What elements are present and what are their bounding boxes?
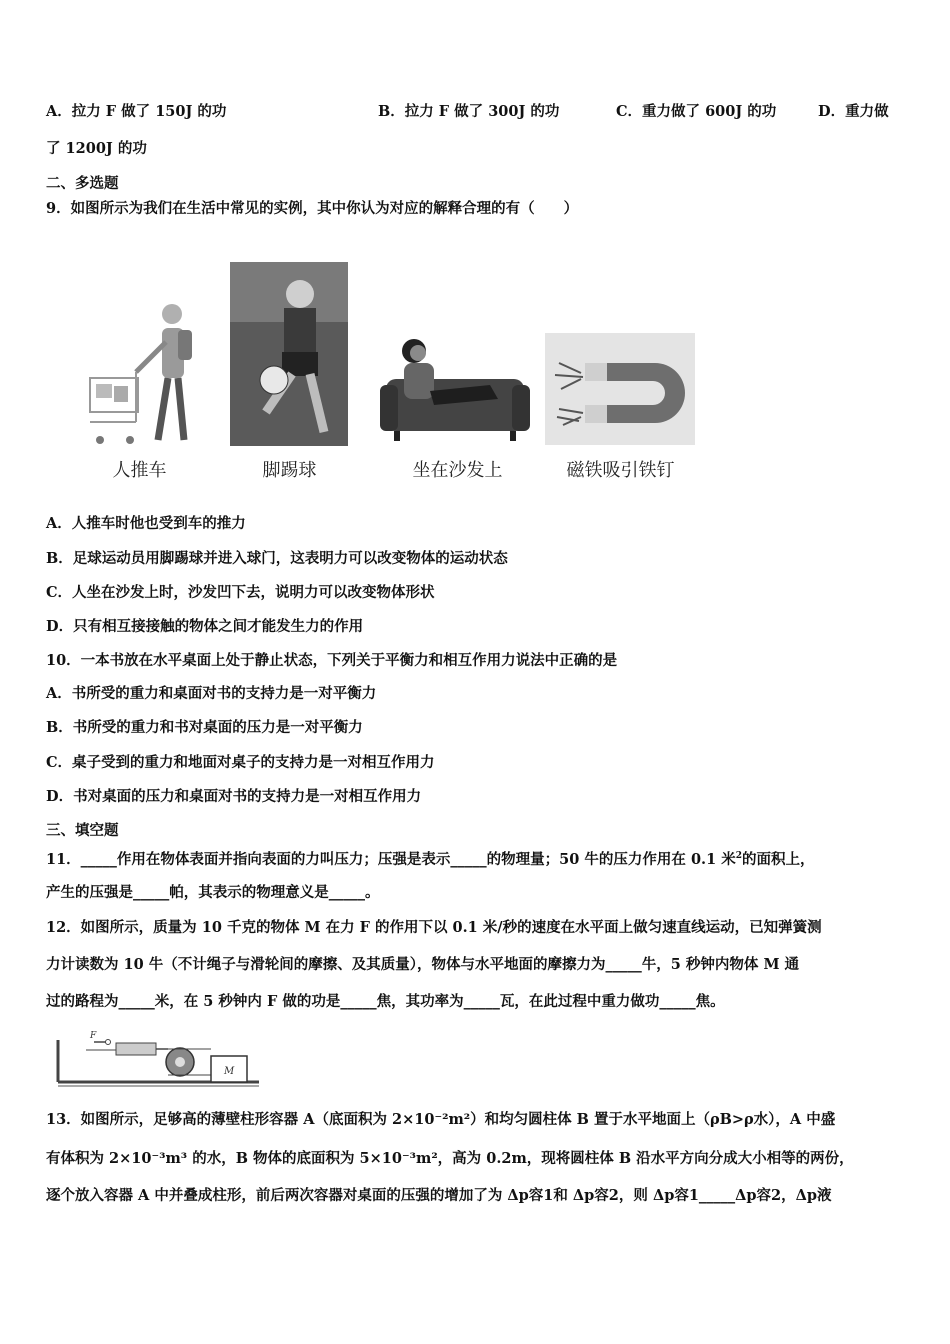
q11-superscript: 2 — [735, 851, 742, 861]
pulley-spring-scale-diagram — [56, 1028, 261, 1088]
person-pushing-cart-illustration — [80, 300, 205, 448]
q10-option-c: C．桌子受到的重力和地面对桌子的支持力是一对相互作用力 — [46, 754, 435, 771]
caption-kick-ball: 脚踢球 — [262, 460, 317, 481]
q8-option-c: C．重力做了 600J 的功 — [616, 103, 777, 120]
boy-kicking-ball-photo — [230, 262, 348, 446]
section2-title: 二、多选题 — [46, 175, 119, 192]
caption-magnet-nails: 磁铁吸引铁钉 — [566, 460, 675, 481]
q10-option-b: B．书所受的重力和书对桌面的压力是一对平衡力 — [46, 719, 363, 736]
q12-line1: 12．如图所示，质量为 10 千克的物体 M 在力 F 的作用下以 0.1 米/秒的速度在水平面上做匀速直线运动，已知弹簧测 — [46, 919, 822, 936]
q10-option-a: A．书所受的重力和桌面对书的支持力是一对平衡力 — [46, 685, 377, 702]
q11-line1 — [46, 846, 815, 870]
woman-on-sofa-illustration — [380, 333, 530, 445]
magnet-attracting-nails-photo — [545, 333, 695, 445]
force-f-label: F — [90, 1031, 97, 1041]
section3-title: 三、填空题 — [46, 822, 119, 839]
q13-line2: 有体积为 2×10⁻³m³ 的水，B 物体的底面积为 5×10⁻³m²，高为 0.2m，现将圆柱体 B 沿水平方向分成大小相等的两份， — [46, 1150, 854, 1167]
caption-push-cart: 人推车 — [112, 460, 167, 481]
q9-option-b: B．足球运动员用脚踢球并进入球门，这表明力可以改变物体的运动状态 — [46, 550, 508, 567]
q8-option-d: D．重力做 — [818, 103, 889, 120]
caption-sit-sofa: 坐在沙发上 — [412, 460, 503, 481]
q8-option-b: B．拉力 F 做了 300J 的功 — [378, 103, 560, 120]
q10-option-d: D．书对桌面的压力和桌面对书的支持力是一对相互作用力 — [46, 788, 422, 805]
q13-line1: 13．如图所示，足够高的薄壁柱形容器 A（底面积为 2×10⁻²m²）和均匀圆柱体 B 置于水平地面上（ρB>ρ水），A 中盛 — [46, 1111, 836, 1128]
q10-stem: 10．一本书放在水平桌面上处于静止状态，下列关于平衡力和相互作用力说法中正确的是 — [46, 652, 618, 669]
q11-line1-end: 的面积上， — [742, 850, 815, 868]
q12-line3: 过的路程为_____米，在 5 秒钟内 F 做的功是_____焦，其功率为_____瓦，在此过程中重力做功_____焦。 — [46, 993, 725, 1010]
q8-option-a: A．拉力 F 做了 150J 的功 — [46, 103, 227, 120]
q12-line2: 力计读数为 10 牛（不计绳子与滑轮间的摩擦、及其质量），物体与水平地面的摩擦力为_____牛，5 秒钟内物体 M 通 — [46, 956, 800, 973]
q13-line3: 逐个放入容器 A 中并叠成柱形，前后两次容器对桌面的压强的增加了为 Δp容1和 Δp容2，则 Δp容1_____Δp容2，Δp液 — [46, 1187, 832, 1204]
q8-option-d-continued: 了 1200J 的功 — [46, 140, 147, 157]
q11-line2: 产生的压强是_____帕，其表示的物理意义是_____。 — [46, 884, 380, 901]
q9-stem: 9．如图所示为我们在生活中常见的实例，其中你认为对应的解释合理的有（ ） — [46, 200, 579, 217]
block-m-label: M — [224, 1066, 235, 1077]
q11-line1-text: 11．_____作用在物体表面并指向表面的力叫压力；压强是表示_____的物理量；50 牛的压力作用在 0.1 米 — [46, 850, 736, 868]
q9-option-d: D．只有相互接接触的物体之间才能发生力的作用 — [46, 618, 364, 635]
q9-option-c: C．人坐在沙发上时，沙发凹下去，说明力可以改变物体形状 — [46, 584, 435, 601]
q9-option-a: A．人推车时他也受到车的推力 — [46, 515, 246, 532]
